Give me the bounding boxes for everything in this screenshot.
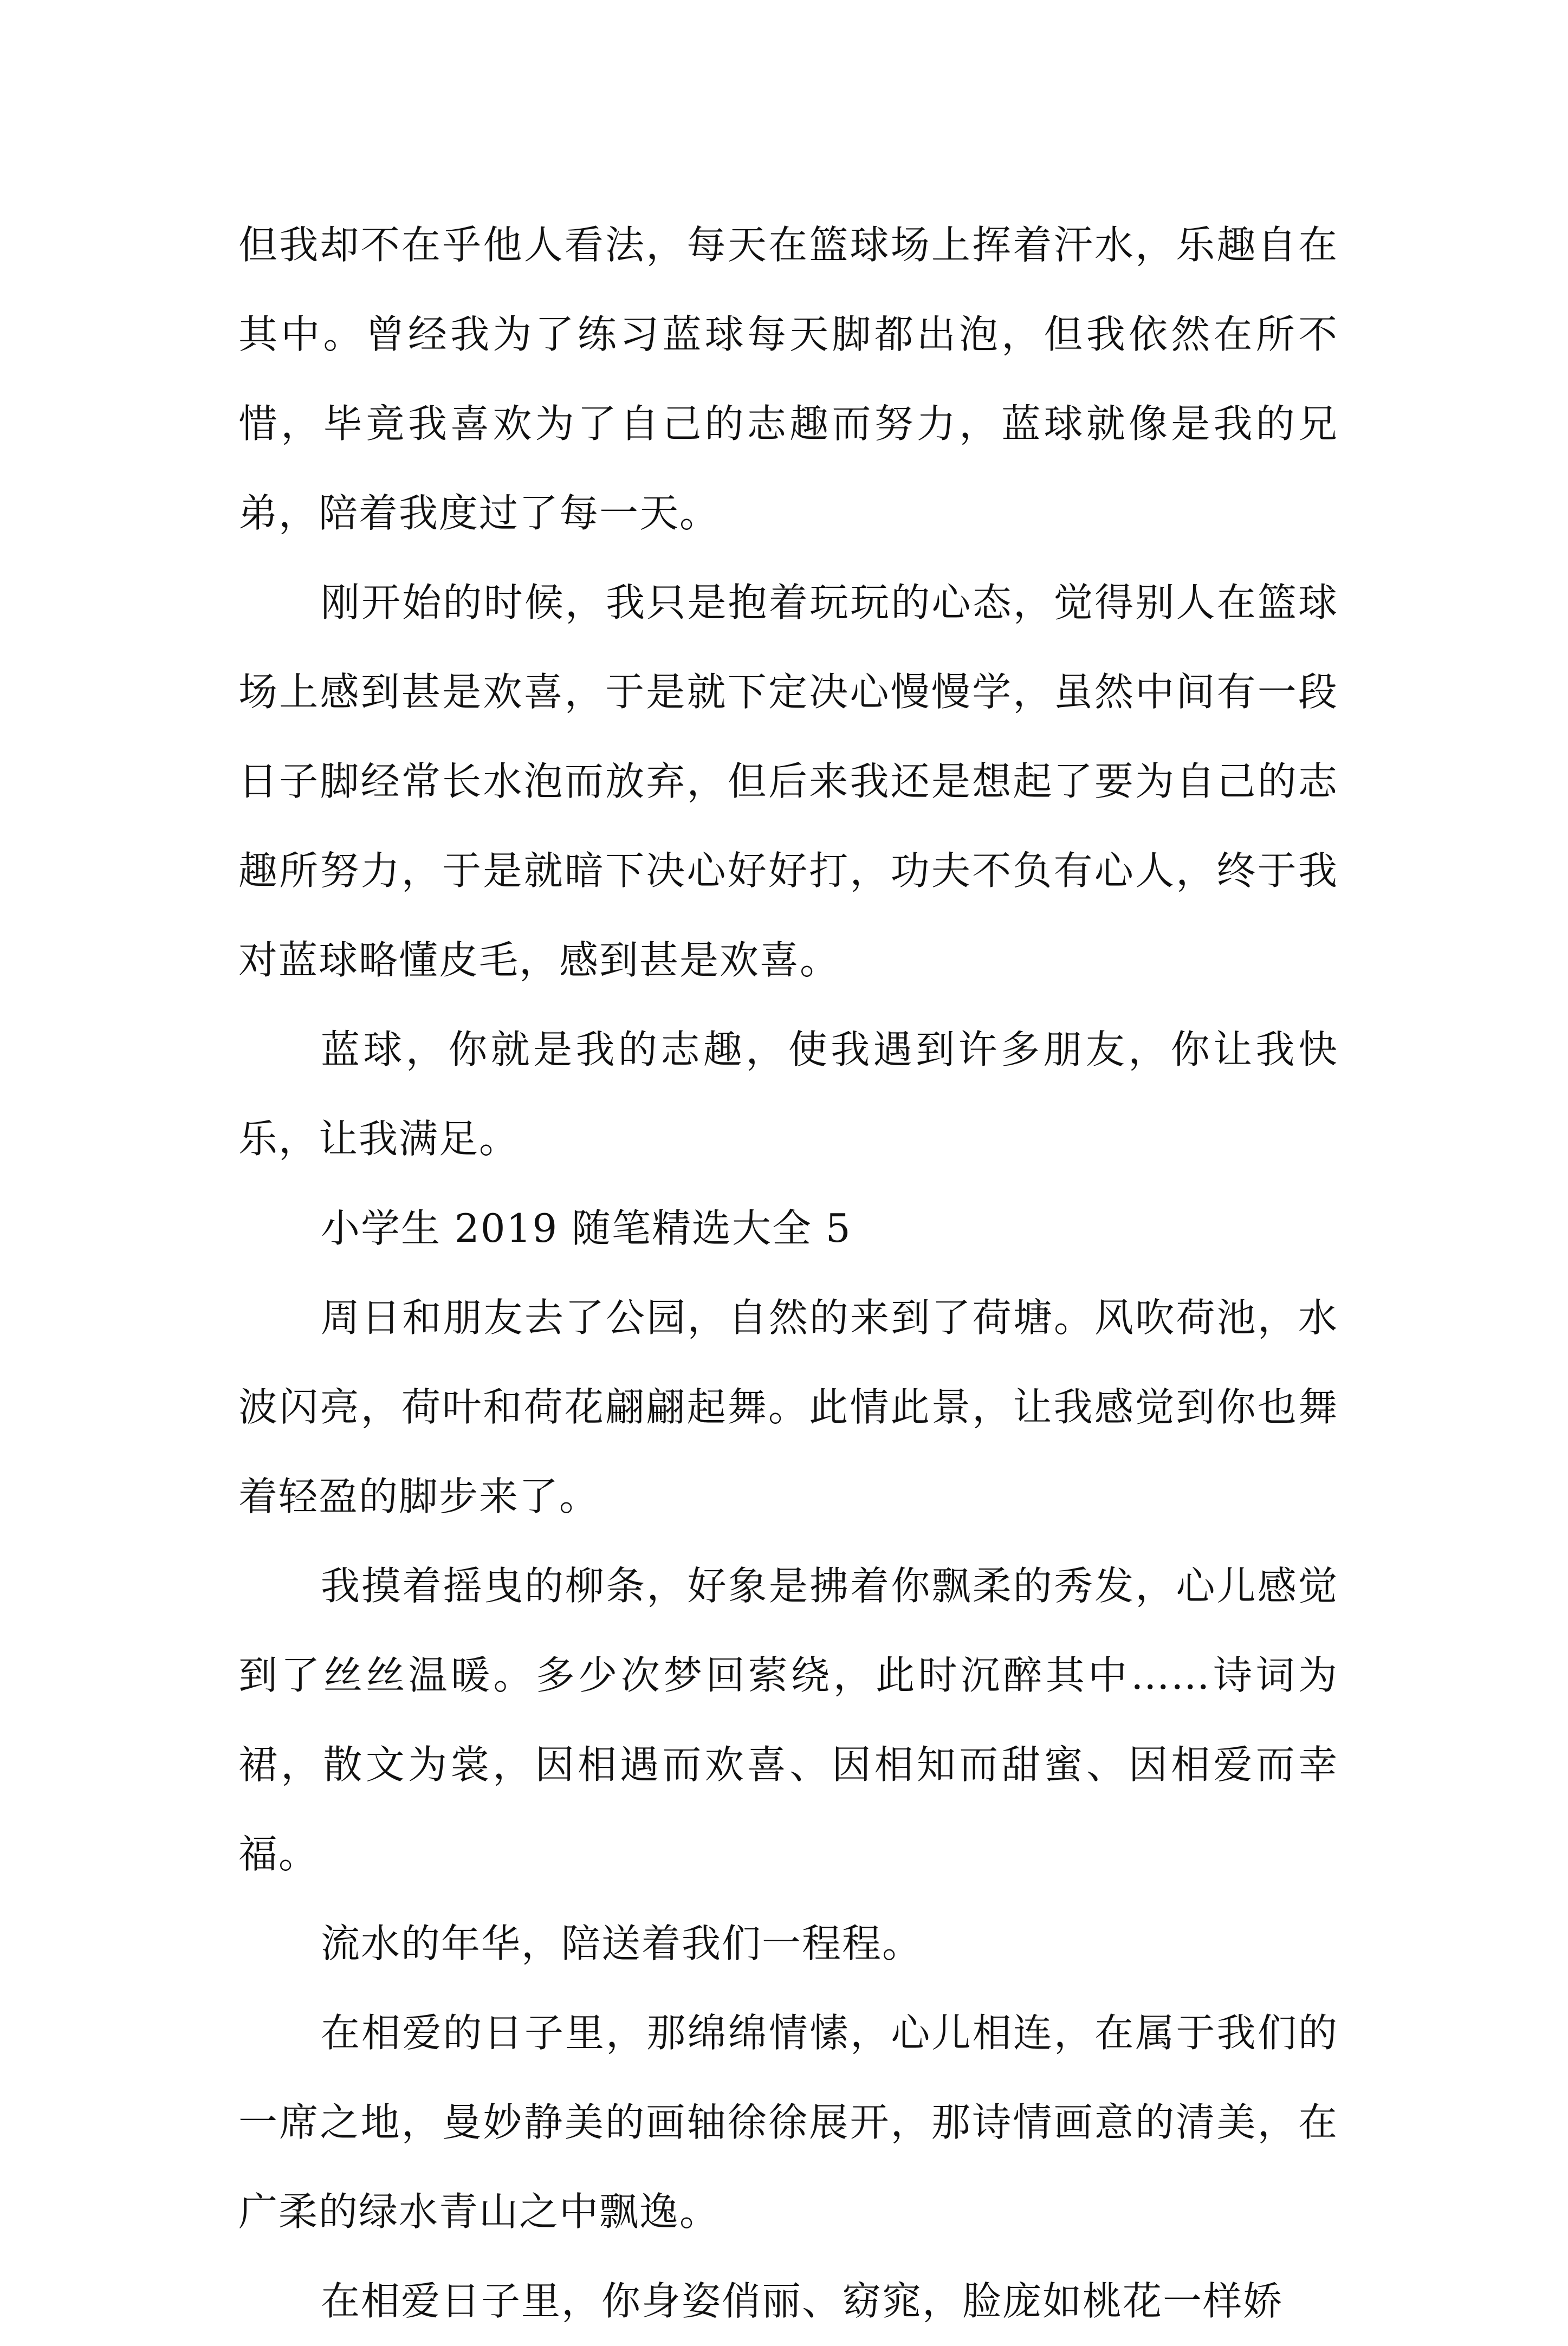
body-text xyxy=(238,200,1338,2346)
paragraph-6: 流水的年华，陪送着我们一程程。 xyxy=(321,1921,923,1966)
paragraph-2: 刚开始的时候，我只是抱着玩玩的心态，觉得别人在篮球场上感到甚是欢喜，于是就下定决心慢慢学，虽然中间有一段日子脚经常长水泡而放弃，但后来我还是想起了要为自己的志趣所努力，于是就暗下决心好好打，功夫不负有心人，终于我对蓝球略懂皮毛，感到甚是欢喜。 xyxy=(238,580,1338,983)
paragraph-1: 但我却不在乎他人看法，每天在篮球场上挥着汗水，乐趣自在其中。曾经我为了练习蓝球每天脚都出泡，但我依然在所不惜，毕竟我喜欢为了自己的志趣而努力，蓝球就像是我的兄弟，陪着我度过了每一天。 xyxy=(238,222,1338,536)
paragraph-7: 在相爱的日子里，那绵绵情愫，心儿相连，在属于我们的一席之地，曼妙静美的画轴徐徐展开，那诗情画意的清美，在广柔的绿水青山之中飘逸。 xyxy=(238,2010,1338,2234)
section-heading: 小学生 2019 随笔精选大全 5 xyxy=(321,1206,852,1251)
paragraph-4: 周日和朋友去了公园，自然的来到了荷塘。风吹荷池，水波闪亮，荷叶和荷花翩翩起舞。此情此景，让我感觉到你也舞着轻盈的脚步来了。 xyxy=(238,1295,1338,1519)
paragraph-5: 我摸着摇曳的柳条，好象是拂着你飘柔的秀发，心儿感觉到了丝丝温暖。多少次梦回萦绕，此时沉醉其中……诗词为裙，散文为裳，因相遇而欢喜、因相知而甜蜜、因相爱而幸福。 xyxy=(238,1563,1338,1877)
paragraph-8: 在相爱日子里，你身姿俏丽、窈窕，脸庞如桃花一样娇 xyxy=(321,2278,1284,2324)
paragraph-3: 蓝球，你就是我的志趣，使我遇到许多朋友，你让我快乐，让我满足。 xyxy=(238,1027,1338,1162)
